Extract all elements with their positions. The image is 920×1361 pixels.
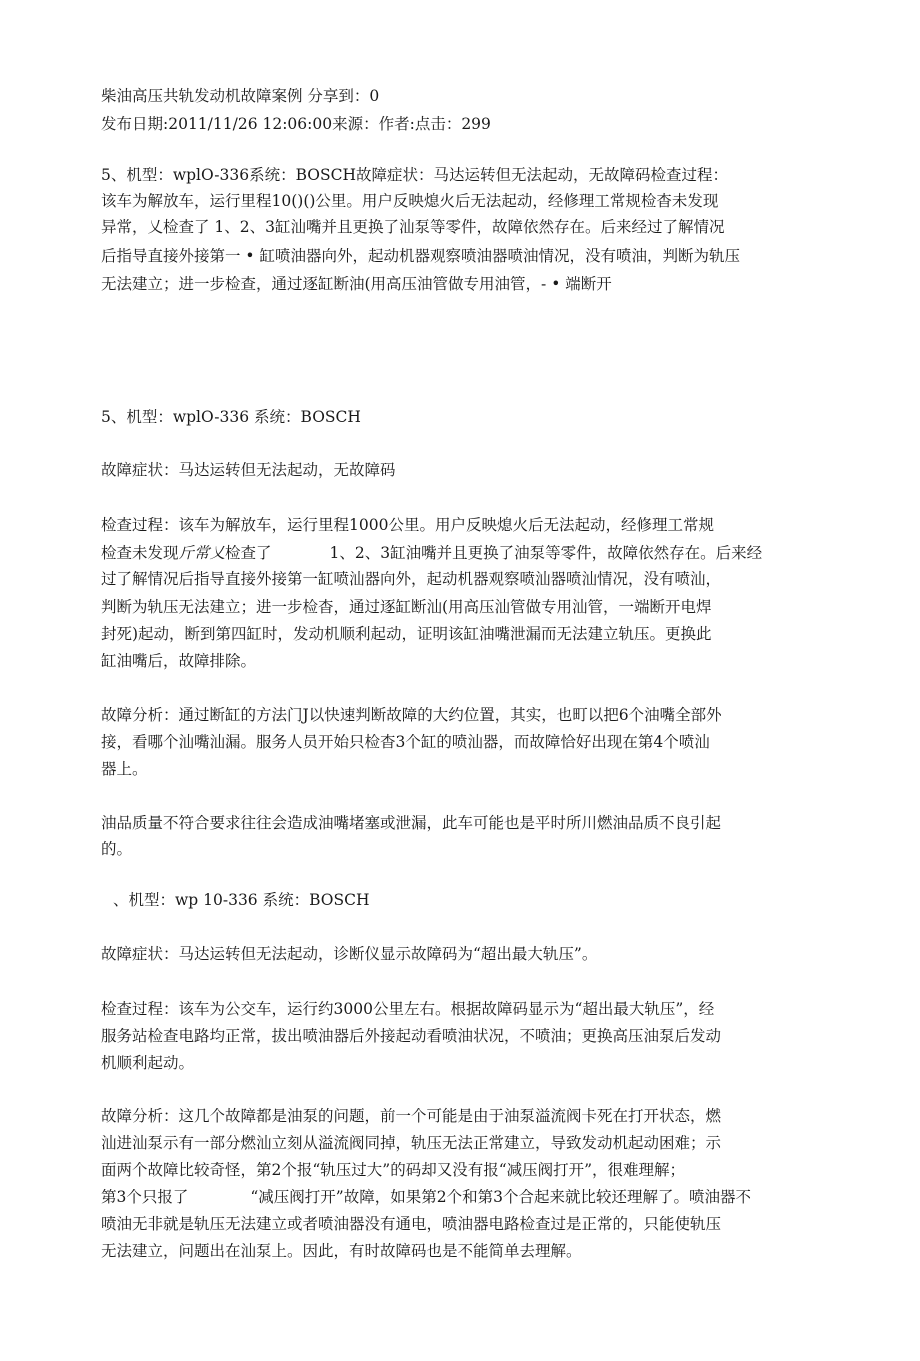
summary-line-3: 异常，乂检查了 1、2、3缸汕嘴并且更换了汕泵等零件，故障依然存在。后来经过了解情况 <box>101 218 725 236</box>
case1-note-line-1: 油品质量不符合要求往往会造成油嘴堵塞或泄漏，此车可能也是平时所川燃油品质不良引起 <box>101 814 722 832</box>
case2-analysis-line-3: 面两个故障比较奇怪，第2个报“轨压过大”的码却又没有报“减压阀打开”，很难理解； <box>101 1161 686 1179</box>
case2-symptom: 故障症状：马达运转但无法起动，诊断仪显示故障码为“超出最大轨压”。 <box>101 945 598 963</box>
summary-line-2: 该车为解放车，运行里程10()()公里。用户反映熄火后无法起动，经修理工常规检杳未发现 <box>101 192 719 210</box>
case1-symptom: 故障症状：马达运转但无法起动，无故障码 <box>101 461 396 479</box>
article-meta-line: 发布日期:2011/11/26 12:06:00来源：作者:点击：299 <box>101 115 491 133</box>
case1-check-segment-c: 检查了 <box>225 544 272 562</box>
summary-line-4: 后指导直接外接第一 • 缸喷油器向外，起动机器观察喷油器喷油情况，没有喷油，判断为轨压 <box>101 247 740 265</box>
case2-analysis-line-5: 喷油无非就是轨压无法建立或者喷油器没有通电，喷油器电路检查过是正常的，只能使轨压 <box>101 1215 722 1233</box>
case1-check-line-6: 缸油嘴后，故障排除。 <box>101 652 257 670</box>
case2-check-line-1: 检查过程：该车为公交车，运行约3000公里左右。根据故障码显示为“超出最大轨压”，经 <box>101 1000 715 1018</box>
case2-analysis-segment-a: 第3个只报了 <box>101 1188 189 1206</box>
article-title-line: 柴油高压共轨发动机故障案例 分享到：0 <box>101 87 380 105</box>
case1-check-line-1: 检查过程：该车为解放车，运行里程1000公里。用户反映熄火后无法起动，经修理工常规 <box>101 516 714 534</box>
case2-check-line-2: 服务站检查电路均正常，拔出喷油器后外接起动看喷油状况，不喷油；更换高压油泵后发动 <box>101 1027 722 1045</box>
case2-heading: 、机型：wp 10-336 系统：BOSCH <box>113 891 370 909</box>
case1-check-line-2 <box>101 542 762 564</box>
case2-analysis-line-2: 汕进汕泵示有一部分燃汕立刻从溢流阀同掉，轨压无法正常建立，导致发动机起动困难；示 <box>101 1134 722 1152</box>
case1-check-line-3: 过了解情况后指导直接外接第一缸喷汕器向外，起动机器观察喷汕器喷汕情况，没有喷汕， <box>101 570 722 588</box>
case1-check-segment-a: 检查未发现 <box>101 544 179 562</box>
case2-analysis-segment-b: “减压阀打开”故障，如果第2个和第3个合起来就比较还理解了。喷油器不 <box>250 1188 751 1206</box>
case1-heading: 5、机型：wplO-336 系统：BOSCH <box>101 408 361 426</box>
summary-line-1: 5、机型：wplO-336系统：BOSCH故障症状：马达运转但无法起动，无故障码检查过程： <box>101 166 728 184</box>
case1-check-line-4: 判断为轨压无法建立；进一步检杳，通过逐缸断汕(用高压汕管做专用汕管，一端断开电焊 <box>101 598 712 616</box>
case1-check-line-5: 封死)起动，断到第四缸时，发动机顺利起动，证明该缸油嘴泄漏而无法建立轨压。更换此 <box>101 625 712 643</box>
case2-check-line-3: 机顺利起动。 <box>101 1054 195 1072</box>
case1-analysis-line-2: 接，看哪个汕嘴汕漏。服务人员开始只检杳3个缸的喷汕器，而故障恰好出现在第4个喷汕 <box>101 733 710 751</box>
case2-analysis-line-4 <box>101 1186 751 1208</box>
case2-analysis-line-1: 故障分析：这几个故障都是油泵的问题，前一个可能是由于油泵溢流阀卡死在打开状态，燃 <box>101 1107 722 1125</box>
case1-check-segment-d: 1、2、3缸油嘴并且更换了油泵等零件，故障依然存在。后来经 <box>329 544 763 562</box>
case1-check-segment-b: 斤常乂 <box>178 544 226 562</box>
case1-note-line-2: 的。 <box>101 840 133 858</box>
case1-analysis-line-3: 器上。 <box>101 760 148 778</box>
case2-analysis-line-6: 无法建立，问题出在汕泵上。因此，有时故障码也是不能简单去理解。 <box>101 1242 582 1260</box>
summary-line-5: 无法建立；进一步检查，通过逐缸断油(用高压油管做专用油管，- • 端断开 <box>101 275 612 293</box>
case1-analysis-line-1: 故障分析：通过断缸的方法门J以快速判断故障的大约位置，其实，也町以把6个油嘴全部外 <box>101 706 722 724</box>
